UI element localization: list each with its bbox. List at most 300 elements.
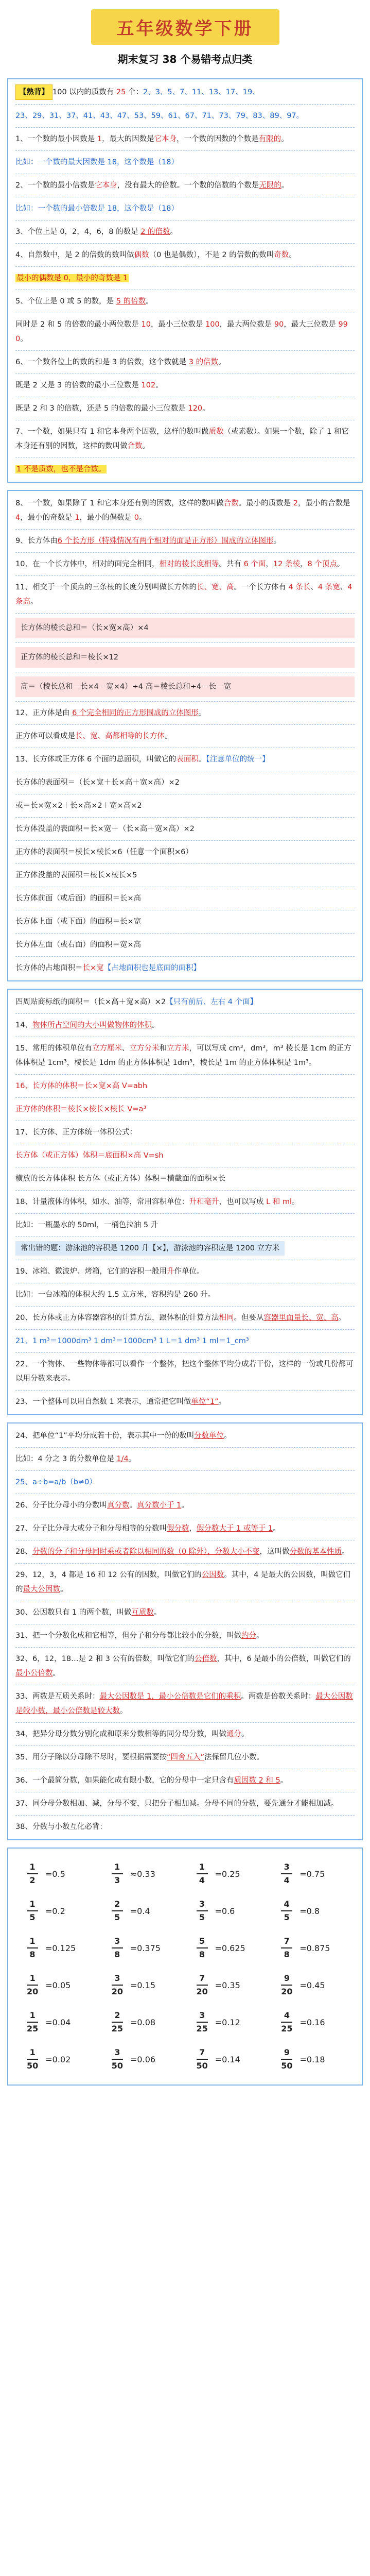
fraction-value: =0.18 bbox=[299, 2054, 325, 2064]
text-segment: 。 bbox=[289, 251, 296, 259]
section-card-2 bbox=[7, 490, 363, 981]
text-segment: 17、长方体、正方体统一体积公式： bbox=[15, 1128, 137, 1137]
fraction-bar bbox=[197, 2059, 208, 2060]
text-segment: 7、一个数，如果只有 1 和它本身两个因数，这样的数叫做 bbox=[15, 428, 209, 436]
text-segment: 1、一个数的最小因数是 bbox=[15, 135, 97, 143]
fraction-denominator: 8 bbox=[284, 1950, 290, 1959]
text-segment: “四舍五入” bbox=[166, 1753, 204, 1761]
text-segment: 2 bbox=[293, 499, 298, 507]
text-segment: 1 bbox=[75, 514, 80, 522]
fraction-numerator: 1 bbox=[29, 1862, 36, 1872]
text-line bbox=[15, 425, 355, 453]
fraction-cell bbox=[185, 1858, 270, 1890]
text-segment: 。 bbox=[170, 228, 178, 236]
text-segment: 正方体可以看成是 bbox=[15, 732, 75, 740]
text-line bbox=[15, 1102, 355, 1116]
text-segment: 。 bbox=[202, 404, 210, 413]
fraction bbox=[281, 2047, 292, 2071]
text-line bbox=[15, 1264, 355, 1279]
fraction-bar bbox=[112, 2022, 123, 2023]
text-line bbox=[15, 752, 355, 767]
fraction bbox=[27, 2010, 38, 2034]
fraction-numerator: 3 bbox=[284, 1862, 290, 1872]
text-line bbox=[15, 647, 355, 668]
text-segment: 公倍数 bbox=[194, 1655, 217, 1663]
text-segment: 。 bbox=[181, 1501, 189, 1510]
text-segment: ，其中，6 是最小的公倍数，叫做它们的 bbox=[217, 1655, 351, 1663]
fraction-denominator: 50 bbox=[196, 2061, 208, 2071]
fraction-numerator: 1 bbox=[29, 1899, 36, 1909]
divider bbox=[15, 529, 355, 530]
fraction-value: =0.2 bbox=[45, 1906, 65, 1916]
text-segment: 同时是 2 和 5 的倍数的最小两位数是 bbox=[15, 320, 142, 329]
fraction-denominator: 5 bbox=[114, 1912, 120, 1922]
fraction-value: =0.4 bbox=[130, 1906, 150, 1916]
text-segment: 。 bbox=[281, 135, 289, 143]
text-line bbox=[15, 799, 355, 813]
divider bbox=[15, 104, 355, 105]
fraction-numerator: 1 bbox=[29, 1936, 36, 1946]
fraction-denominator: 25 bbox=[281, 2024, 293, 2033]
text-segment: ， bbox=[266, 560, 273, 568]
text-segment: 29、12，3，4 都是 16 和 12 公有的因数，叫做它们的 bbox=[15, 1571, 202, 1579]
text-line bbox=[15, 1172, 355, 1186]
fraction-denominator: 20 bbox=[27, 1987, 39, 1996]
text-line bbox=[15, 1568, 355, 1597]
text-line bbox=[15, 1287, 355, 1302]
fraction-cell bbox=[270, 2043, 355, 2075]
text-segment: ， bbox=[299, 560, 308, 568]
fraction-numerator: 5 bbox=[199, 1936, 205, 1946]
text-line bbox=[15, 462, 355, 477]
text-segment: 4 条高 bbox=[15, 583, 353, 606]
fraction-bar bbox=[281, 2022, 292, 2023]
fraction-numerator: 3 bbox=[114, 2047, 120, 2057]
divider bbox=[15, 1447, 355, 1448]
text-segment: 。 bbox=[198, 709, 206, 717]
text-segment: 单位“1” bbox=[191, 1398, 219, 1406]
fraction-numerator: 1 bbox=[29, 2010, 36, 2020]
text-segment: ，可以写成 cm³，dm³，m³ 棱长是 1cm 的正方体体积是 1cm³，棱长是 1dm 的正方体体积是 1dm³，棱长是 1m 的正方体体积是 1m³。 bbox=[15, 1044, 351, 1067]
text-segment: 奇数 bbox=[274, 251, 289, 259]
divider bbox=[15, 956, 355, 957]
text-segment: （0 也是偶数），不是 2 的倍数的数叫 bbox=[149, 251, 274, 259]
text-segment: 比如：4 分之 3 的分数单位是 bbox=[15, 1455, 117, 1463]
text-segment: 最大公因数是较小数，最小公倍数是较大数 bbox=[15, 1692, 353, 1715]
text-segment: 。 bbox=[273, 537, 281, 545]
text-segment: 合数 bbox=[223, 499, 239, 507]
fraction-cell bbox=[100, 1969, 185, 2001]
divider bbox=[15, 457, 355, 458]
fraction-numerator: 1 bbox=[114, 1862, 120, 1872]
text-segment: 【只有前后、左右 4 个面】 bbox=[166, 998, 258, 1006]
text-segment: 3、个位上是 0，2，4，6，8 的数是 bbox=[15, 228, 141, 236]
text-segment: 100 bbox=[205, 320, 220, 329]
text-line bbox=[15, 294, 355, 309]
text-segment: 。两数是倍数关系时： bbox=[241, 1692, 316, 1701]
text-segment: 6 个完全相同的正方形围成的立体图形 bbox=[72, 709, 199, 717]
text-segment: 。最小的质数是 bbox=[238, 499, 293, 507]
divider bbox=[15, 701, 355, 702]
text-segment: 表面积 bbox=[176, 755, 199, 764]
text-line bbox=[15, 496, 355, 525]
fraction bbox=[112, 2047, 123, 2071]
text-segment: 。 bbox=[151, 1021, 160, 1029]
text-segment: 24、把单位“1”平均分成若干份，表示其中一份的数叫 bbox=[15, 1432, 195, 1440]
fraction-bar bbox=[112, 1947, 123, 1948]
fraction-bar bbox=[27, 1947, 38, 1948]
section-card-1 bbox=[7, 78, 363, 483]
text-segment: 分数的基本性质 bbox=[289, 1548, 342, 1556]
divider bbox=[15, 552, 355, 553]
text-segment: 30、公因数只有 1 的两个数，叫做 bbox=[15, 1608, 132, 1617]
text-segment: 约分 bbox=[241, 1632, 256, 1640]
text-segment: 0 bbox=[134, 514, 139, 522]
fraction bbox=[27, 1899, 38, 1923]
text-segment: （或素数）。如果一个数，除了 1 和它本身还有别的因数，这样的数叫做 bbox=[15, 428, 349, 450]
text-segment: 。 bbox=[165, 732, 172, 740]
fraction-numerator: 2 bbox=[114, 2010, 120, 2020]
fraction-denominator: 2 bbox=[29, 1875, 36, 1885]
fraction-value: =0.25 bbox=[215, 1869, 240, 1879]
fraction-denominator: 4 bbox=[284, 1875, 290, 1885]
text-segment: 。 bbox=[155, 381, 163, 389]
fraction-cell bbox=[15, 2006, 100, 2038]
text-line bbox=[15, 822, 355, 836]
fraction-value: =0.02 bbox=[45, 2054, 71, 2064]
fraction bbox=[197, 1862, 208, 1886]
text-line bbox=[15, 676, 355, 697]
text-segment: 和 bbox=[159, 1044, 167, 1053]
text-line bbox=[15, 155, 355, 170]
text-segment: 横放的长方体体积 长方体（或正方体）体积＝横截面的面积×长 bbox=[15, 1175, 226, 1183]
text-line bbox=[15, 845, 355, 859]
text-line bbox=[15, 1727, 355, 1741]
fraction-denominator: 8 bbox=[29, 1950, 36, 1959]
header bbox=[0, 0, 370, 71]
text-segment: 5 的倍数 bbox=[116, 297, 146, 306]
fraction-denominator: 20 bbox=[111, 1987, 124, 1996]
text-segment: 。 bbox=[338, 1314, 346, 1322]
text-segment: 120 bbox=[188, 404, 203, 413]
text-line bbox=[15, 1218, 355, 1232]
text-line bbox=[15, 1334, 355, 1348]
text-line bbox=[15, 1195, 355, 1209]
divider bbox=[15, 350, 355, 351]
text-line bbox=[15, 580, 355, 609]
divider bbox=[15, 933, 355, 934]
text-line bbox=[15, 891, 355, 906]
text-segment: 互质数 bbox=[131, 1608, 154, 1617]
text-segment: 20、长方体或正方体容器容积的计算方法，跟体积的计算方法 bbox=[15, 1314, 219, 1322]
text-line bbox=[15, 271, 355, 285]
text-segment: 25 bbox=[116, 88, 126, 96]
fraction-numerator: 1 bbox=[29, 1973, 36, 1983]
text-line bbox=[15, 775, 355, 790]
text-segment: 。 bbox=[153, 1608, 162, 1617]
text-segment: 16、长方体的体积＝长×宽×高 V=abh bbox=[15, 1082, 148, 1090]
text-segment: 。 bbox=[224, 1432, 232, 1440]
text-line bbox=[15, 961, 355, 975]
text-segment: 100 以内的质数有 bbox=[52, 88, 116, 96]
text-segment: 。 bbox=[241, 1730, 249, 1738]
text-line bbox=[15, 132, 355, 146]
text-segment: 。 bbox=[60, 1585, 68, 1594]
text-segment: 正方体的棱长总和＝棱长×12 bbox=[21, 653, 119, 662]
text-segment: ，最大三位数是 bbox=[284, 320, 339, 329]
divider bbox=[15, 243, 355, 244]
text-segment: 102 bbox=[141, 381, 156, 389]
fraction-bar bbox=[27, 2022, 38, 2023]
text-segment: 物体所占空间的大小叫做物体的体积 bbox=[32, 1021, 152, 1029]
text-segment: 长、宽、高 bbox=[196, 583, 234, 591]
text-line bbox=[15, 1750, 355, 1765]
text-line bbox=[15, 534, 355, 548]
divider bbox=[15, 1390, 355, 1391]
text-segment: 23、29、31、37、41、43、47、53、59、61、67、71、73、79、83、89、97。 bbox=[15, 112, 304, 120]
fraction bbox=[197, 1936, 208, 1960]
text-segment: 长方体的棱长总和＝（长×宽×高）×4 bbox=[21, 624, 149, 632]
fraction-denominator: 50 bbox=[27, 2061, 39, 2071]
text-segment: 正方体的表面积＝棱长×棱长×6（任意一个面积×6） bbox=[15, 848, 193, 856]
fraction-cell bbox=[185, 1969, 270, 2001]
fraction-cell bbox=[185, 2043, 270, 2075]
fraction-value: =0.45 bbox=[299, 1980, 325, 1990]
text-segment: 6 个长方形（特殊情况有两个相对的面是正方形）围成的立体图形 bbox=[57, 537, 274, 545]
divider bbox=[15, 575, 355, 576]
text-line bbox=[15, 1041, 355, 1070]
text-segment: 、 bbox=[121, 1044, 130, 1053]
fraction-value: =0.6 bbox=[215, 1906, 235, 1916]
text-segment: 或＝长×宽×2＋长×高×2＋宽×高×2 bbox=[15, 802, 142, 810]
text-segment: 8、一个数，如果除了 1 和它本身还有别的因数，这样的数叫做 bbox=[15, 499, 224, 507]
fraction bbox=[197, 1973, 208, 1997]
text-line bbox=[15, 1773, 355, 1788]
text-segment: 合数 bbox=[127, 442, 143, 450]
divider bbox=[15, 1236, 355, 1237]
fraction-denominator: 3 bbox=[114, 1875, 120, 1885]
text-segment: 比如：一个数的最小倍数是 18，这个数是（18） bbox=[15, 205, 179, 213]
fraction-cell bbox=[185, 1895, 270, 1927]
text-segment: 2、一个数的最小倍数是 bbox=[15, 181, 95, 190]
text-segment: 最大公因数是 1，最小公倍数是它们的乘积 bbox=[99, 1692, 241, 1701]
divider bbox=[15, 1190, 355, 1191]
fraction-value: =0.125 bbox=[45, 1943, 76, 1953]
fraction-value: =0.14 bbox=[215, 2054, 240, 2064]
divider bbox=[15, 1306, 355, 1307]
fraction-value: =0.04 bbox=[45, 2017, 71, 2027]
divider bbox=[15, 1074, 355, 1075]
text-segment: 。 bbox=[120, 1707, 128, 1715]
text-segment: 比如：一个数的最大因数是 18，这个数是（18） bbox=[15, 158, 179, 166]
fraction-denominator: 5 bbox=[284, 1912, 290, 1922]
fraction-bar bbox=[281, 1947, 292, 1948]
fraction-denominator: 50 bbox=[281, 2061, 293, 2071]
text-segment: ，一个数的因数的个数是 bbox=[177, 135, 259, 143]
fraction-cell bbox=[100, 2006, 185, 2038]
text-segment: ，最小的奇数是 bbox=[20, 514, 75, 522]
text-segment: 5、个位上是 0 或 5 的数，是 bbox=[15, 297, 116, 306]
fraction-bar bbox=[281, 1910, 292, 1911]
page-title: 五年级数学下册 bbox=[91, 9, 279, 45]
text-line bbox=[15, 1498, 355, 1513]
text-line bbox=[15, 914, 355, 929]
text-line bbox=[15, 1452, 355, 1466]
text-segment: 。 bbox=[342, 1548, 349, 1556]
fraction-cell bbox=[15, 1895, 100, 1927]
text-line bbox=[15, 1429, 355, 1443]
fraction-denominator: 5 bbox=[199, 1912, 205, 1922]
text-line bbox=[15, 868, 355, 883]
text-segment: 。 bbox=[273, 1524, 280, 1533]
text-segment: 15、常用的体积单位有 bbox=[15, 1044, 92, 1053]
text-segment: 质数 bbox=[208, 428, 224, 436]
text-segment: 真分数 bbox=[107, 1501, 130, 1510]
text-segment: 19、冰箱、微波炉、烤箱，它们的容积一般用 bbox=[15, 1267, 167, 1276]
text-segment: ，也可以写成 bbox=[219, 1198, 267, 1206]
text-segment: 它本身 bbox=[95, 181, 117, 190]
divider bbox=[15, 220, 355, 221]
fraction-bar bbox=[27, 1910, 38, 1911]
fraction-cell bbox=[15, 1932, 100, 1964]
text-segment: ，最大两位数是 bbox=[219, 320, 274, 329]
text-segment: ，最小的偶数是 bbox=[79, 514, 134, 522]
text-segment: 真分数小于 1 bbox=[136, 1501, 182, 1510]
text-segment: 【注意单位的统一】 bbox=[206, 755, 270, 764]
divider bbox=[15, 817, 355, 818]
text-segment: 相同 bbox=[219, 1314, 234, 1322]
page-subtitle: 期末复习 38 个易错考点归类 bbox=[117, 53, 253, 65]
text-segment: 比如：一瓶墨水的 50ml，一桶色拉油 5 升 bbox=[15, 1221, 158, 1229]
fraction-value: =0.375 bbox=[130, 1943, 161, 1953]
text-segment: 作单位。 bbox=[174, 1267, 204, 1276]
text-segment: 2、3、5、7、11、13、17、19、 bbox=[143, 88, 260, 96]
text-line bbox=[15, 317, 355, 346]
text-segment: 36、一个最简分数，如果能化成有限小数，它的分母中一定只含有 bbox=[15, 1776, 234, 1785]
fraction-value: =0.12 bbox=[215, 2017, 240, 2027]
fraction bbox=[197, 2047, 208, 2071]
fraction-bar bbox=[27, 2059, 38, 2060]
text-segment: 38、分数与小数互化必背： bbox=[15, 1823, 107, 1831]
text-segment: 长×宽 bbox=[82, 964, 104, 972]
text-line bbox=[15, 618, 355, 638]
text-segment: 。 bbox=[52, 1669, 60, 1677]
text-segment: ， bbox=[189, 1524, 197, 1533]
fraction-value: ≈0.33 bbox=[130, 1869, 155, 1879]
fraction-cell bbox=[100, 1858, 185, 1890]
fraction-numerator: 2 bbox=[114, 1899, 120, 1909]
text-line bbox=[15, 355, 355, 369]
fraction-numerator: 9 bbox=[284, 1973, 290, 1983]
text-segment: 立方米 bbox=[166, 1044, 189, 1053]
text-segment: 4 bbox=[15, 514, 21, 522]
fraction bbox=[197, 1899, 208, 1923]
text-segment: 正方体没盖的表面积＝棱长×棱长×5 bbox=[15, 871, 137, 879]
fraction-cell bbox=[100, 1895, 185, 1927]
text-segment: 通分 bbox=[226, 1730, 241, 1738]
text-segment: 最小的偶数是 0，最小的奇数是 1 bbox=[16, 274, 128, 282]
text-segment: 比如：一台冰箱的体积大约 1.5 立方米，容积约是 260 升。 bbox=[15, 1291, 216, 1299]
text-segment: 。 bbox=[146, 297, 153, 306]
text-segment: 有限的 bbox=[258, 135, 281, 143]
text-segment: 长方体（或正方体）体积＝底面积×高 V=sh bbox=[15, 1151, 164, 1160]
text-segment: 常出错的题：游泳池的容积是 1200 升【×】，游泳池的容积应是 1200 立方米 bbox=[15, 1241, 285, 1256]
text-line bbox=[15, 1357, 355, 1386]
text-segment: 12、正方体是由 bbox=[15, 709, 73, 717]
text-segment: 正方体的体积＝棱长×棱长×棱长 V=a³ bbox=[15, 1105, 147, 1113]
text-segment: 分数单位 bbox=[194, 1432, 224, 1440]
fraction-bar bbox=[281, 1873, 292, 1874]
fraction-numerator: 7 bbox=[284, 1936, 290, 1946]
text-line bbox=[15, 1629, 355, 1643]
text-line bbox=[15, 706, 355, 720]
text-segment: 9、长方体由 bbox=[15, 537, 58, 545]
fraction-value: =0.75 bbox=[299, 1869, 325, 1879]
fraction-denominator: 4 bbox=[199, 1875, 205, 1885]
fraction-cell bbox=[185, 2006, 270, 2038]
divider bbox=[15, 1097, 355, 1098]
fraction-numerator: 3 bbox=[199, 1899, 205, 1909]
fraction-numerator: 9 bbox=[284, 2047, 290, 2057]
text-segment: 90 bbox=[274, 320, 284, 329]
text-segment: 。 bbox=[218, 358, 226, 366]
text-segment: 立方分米 bbox=[129, 1044, 160, 1053]
text-segment: 容器里面量长、宽、高 bbox=[263, 1314, 339, 1322]
fraction bbox=[281, 2010, 292, 2034]
text-segment: 、 bbox=[310, 583, 318, 591]
text-segment: 。 bbox=[280, 1776, 288, 1785]
divider bbox=[15, 642, 355, 643]
fraction-denominator: 25 bbox=[196, 2024, 208, 2033]
divider bbox=[15, 1745, 355, 1746]
text-segment: 4、自然数中，是 2 的倍数的数叫做 bbox=[15, 251, 134, 259]
text-segment: 。 bbox=[256, 1632, 264, 1640]
fraction-bar bbox=[197, 1947, 208, 1948]
divider bbox=[15, 863, 355, 864]
fraction bbox=[281, 1936, 292, 1960]
section-card-4 bbox=[7, 1422, 363, 1840]
text-segment: 个： bbox=[126, 88, 143, 96]
fraction-cell bbox=[270, 1858, 355, 1890]
text-segment: 假分数大于 1 或等于 1 bbox=[196, 1524, 273, 1533]
fraction-numerator: 3 bbox=[114, 1973, 120, 1983]
fraction-value: =0.16 bbox=[299, 2017, 325, 2027]
text-segment: 26、分子比分母小的分数叫 bbox=[15, 1501, 107, 1510]
text-segment: 8 个顶点 bbox=[307, 560, 337, 568]
text-segment: 法保留几位小数。 bbox=[204, 1753, 264, 1761]
fraction-grid bbox=[15, 1854, 355, 2079]
text-segment: ，这叫做 bbox=[259, 1548, 290, 1556]
text-segment: 升和毫升 bbox=[189, 1198, 219, 1206]
fraction-value: =0.05 bbox=[45, 1980, 71, 1990]
text-segment: 35、用分子除以分母除不尽时，要根据需要按 bbox=[15, 1753, 167, 1761]
fraction bbox=[112, 1862, 123, 1886]
fraction-bar bbox=[197, 2022, 208, 2023]
fraction-bar bbox=[197, 1985, 208, 1986]
fraction bbox=[281, 1862, 292, 1886]
fraction-bar bbox=[27, 1873, 38, 1874]
text-line bbox=[15, 1125, 355, 1140]
divider bbox=[15, 127, 355, 128]
text-segment: ，最小三位数是 bbox=[150, 320, 206, 329]
text-segment: 。其中，4 是最大的公因数，叫做它们的 bbox=[15, 1571, 351, 1594]
divider bbox=[15, 840, 355, 841]
fraction bbox=[27, 1862, 38, 1886]
divider bbox=[15, 1647, 355, 1648]
text-line bbox=[15, 109, 355, 123]
fraction-cell bbox=[15, 2043, 100, 2075]
fraction-cell bbox=[100, 1932, 185, 1964]
